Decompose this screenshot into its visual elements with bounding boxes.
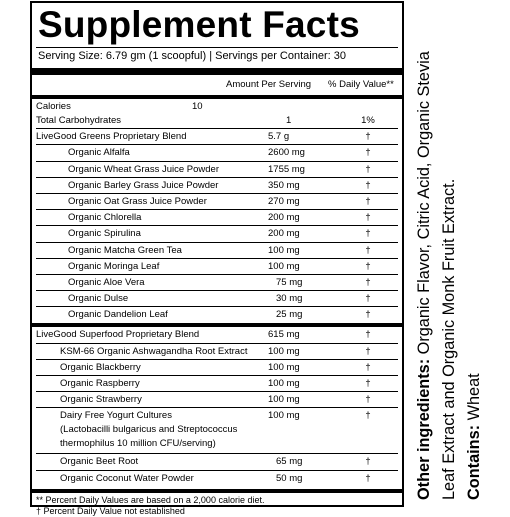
ingredient-amount: 50 mg: [276, 472, 303, 484]
other-ingredients-line-1: [412, 10, 437, 500]
yogurt-text: [60, 409, 237, 451]
ingredient-name: Organic Strawberry: [60, 394, 142, 406]
ingredient-dv: †: [365, 345, 371, 357]
ingredient-name: Organic Barley Grass Juice Powder: [68, 179, 219, 191]
ingredient-name: Organic Moringa Leaf: [68, 260, 160, 272]
ingredient-name: Organic Alfalfa: [68, 147, 130, 159]
ingredient-name: Organic Dulse: [68, 293, 129, 305]
carbs-label: Total Carbohydrates: [36, 115, 122, 126]
ingredient-row: [36, 178, 398, 194]
ingredient-name: Organic Chlorella: [68, 212, 142, 224]
ingredient-dv: †: [365, 228, 371, 240]
ingredient-row: [36, 210, 398, 226]
ingredient-dv: †: [365, 276, 371, 288]
ingredient-name: Organic Oat Grass Juice Powder: [68, 195, 207, 207]
blend1-items: [36, 145, 398, 323]
ingredient-name: Organic Wheat Grass Juice Powder: [68, 163, 220, 175]
ingredient-amount: 100 mg: [268, 260, 300, 272]
serving-info: Serving Size: 6.79 gm (1 scoopful) | Servings per Container: 30: [38, 50, 346, 62]
ingredient-name: KSM-66 Organic Ashwagandha Root Extract: [60, 345, 248, 357]
other-ingredients-text: Organic Flavor, Citric Acid, Organic Stevia: [415, 51, 433, 359]
ingredient-name: Organic Beet Root: [60, 456, 139, 468]
carbs-dv: 1%: [361, 115, 375, 126]
yogurt-line-2: (Lactobacilli bulgaricus and Streptococcus: [60, 424, 238, 436]
ingredient-amount: 100 mg: [268, 361, 300, 373]
panel-title: Supplement Facts: [38, 4, 360, 45]
divider-medium: [32, 95, 402, 99]
contains-text: Wheat: [465, 373, 483, 425]
ingredient-dv: †: [365, 293, 371, 305]
yogurt-cultures-row: [36, 408, 398, 454]
yogurt-line-1: Dairy Free Yogurt Cultures: [60, 410, 172, 422]
blend1-amount: 5.7 g: [268, 131, 290, 143]
ingredient-row: [36, 454, 398, 470]
ingredient-amount: 25 mg: [276, 309, 303, 321]
footnote-not-established: † Percent Daily Value not established: [36, 505, 185, 516]
yogurt-amount: 100 mg: [268, 410, 300, 422]
ingredient-row: [36, 194, 398, 210]
ingredient-row: [36, 162, 398, 178]
ingredient-name: Organic Aloe Vera: [68, 276, 145, 288]
ingredient-name: Organic Raspberry: [60, 378, 140, 389]
contains-label: Contains:: [465, 424, 483, 500]
other-ingredients-label: Other ingredients:: [415, 358, 433, 500]
ingredient-row: [36, 259, 398, 275]
ingredient-dv: †: [365, 378, 371, 389]
ingredient-dv: †: [365, 472, 371, 484]
dv-header: % Daily Value**: [328, 79, 394, 90]
blend1-label: LiveGood Greens Proprietary Blend: [36, 131, 187, 143]
ingredient-amount: 100 mg: [268, 378, 300, 389]
ingredient-amount: 100 mg: [268, 244, 300, 256]
ingredient-row: [36, 307, 398, 323]
ingredient-amount: 2600 mg: [268, 147, 305, 159]
blend2-amount: 615 mg: [268, 329, 300, 341]
ingredient-amount: 100 mg: [268, 394, 300, 406]
ingredient-amount: 270 mg: [268, 195, 300, 207]
ingredient-dv: †: [365, 456, 371, 468]
yogurt-dv: †: [365, 410, 371, 422]
ingredient-name: Organic Matcha Green Tea: [68, 244, 182, 256]
other-ingredients-rotated: [412, 10, 487, 500]
ingredient-amount: 200 mg: [268, 228, 300, 240]
ingredient-dv: †: [365, 260, 371, 272]
ingredient-dv: †: [365, 147, 371, 159]
ingredient-row: [36, 226, 398, 242]
supplement-facts-panel: [30, 1, 404, 516]
ingredient-row: [36, 392, 398, 408]
blend2-row: [36, 327, 398, 343]
ingredient-row: [36, 275, 398, 291]
ingredient-amount: 200 mg: [268, 212, 300, 224]
ingredient-amount: 350 mg: [268, 179, 300, 191]
calories-value: 10: [192, 101, 203, 112]
blend2-label: LiveGood Superfood Proprietary Blend: [36, 329, 200, 341]
ingredient-name: Organic Coconut Water Powder: [60, 472, 194, 484]
amount-header: Amount Per Serving: [226, 79, 312, 90]
footnote-dv-basis: ** Percent Daily Values are based on a 2,000 calorie diet.: [36, 494, 265, 505]
contains-line: [462, 10, 487, 500]
ingredient-amount: 100 mg: [268, 345, 300, 357]
footnotes: [36, 493, 398, 517]
blend1-dv: †: [365, 131, 371, 143]
ingredient-dv: †: [365, 179, 371, 191]
ingredient-row: [36, 291, 398, 307]
blend1-row: [36, 129, 398, 145]
ingredient-dv: †: [365, 244, 371, 256]
divider-heavy: [32, 68, 402, 75]
carbs-amount: 1: [286, 115, 292, 126]
ingredient-row: [36, 376, 398, 392]
ingredient-dv: †: [365, 361, 371, 373]
ingredient-dv: †: [365, 195, 371, 207]
ingredient-dv: †: [365, 309, 371, 321]
ingredient-amount: 65 mg: [276, 456, 303, 468]
ingredient-dv: †: [365, 212, 371, 224]
ingredient-row: [36, 243, 398, 259]
ingredient-amount: 75 mg: [276, 276, 303, 288]
ingredient-row: [36, 344, 398, 360]
blend2-items: [36, 344, 398, 487]
yogurt-line-3: thermophilus 10 million CFU/serving): [60, 438, 216, 450]
ingredient-name: Organic Dandelion Leaf: [68, 309, 168, 321]
calories-row: [36, 101, 398, 113]
ingredient-row: [36, 471, 398, 487]
ingredient-dv: †: [365, 394, 371, 406]
ingredient-amount: 1755 mg: [268, 163, 305, 175]
ingredient-amount: 30 mg: [276, 293, 303, 305]
ingredient-name: Organic Blackberry: [60, 361, 141, 373]
ingredient-dv: †: [365, 163, 371, 175]
blend2-dv: †: [365, 329, 371, 341]
ingredient-row: [36, 360, 398, 376]
ingredient-row: [36, 145, 398, 161]
ingredient-name: Organic Spirulina: [68, 228, 141, 240]
column-header: [36, 75, 398, 95]
other-ingredients-line-2: Leaf Extract and Organic Monk Fruit Extract.: [440, 178, 458, 500]
carbs-row: [36, 113, 398, 129]
calories-label: Calories: [36, 101, 71, 112]
